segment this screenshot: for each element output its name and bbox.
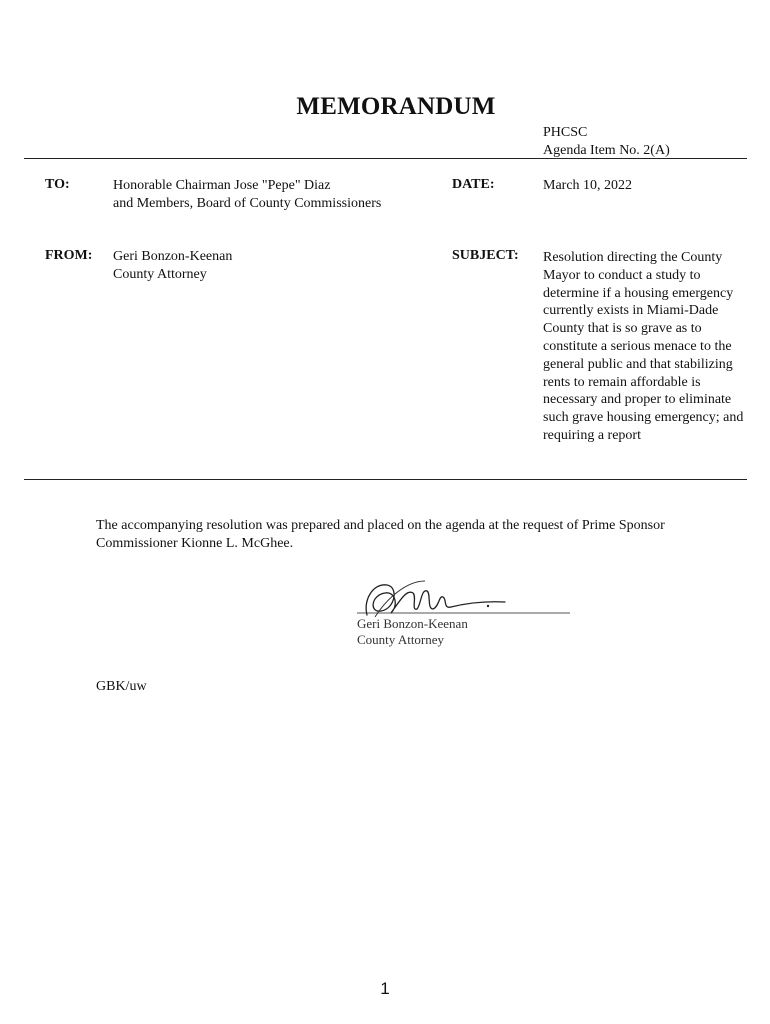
to-line-2: and Members, Board of County Commissioners: [113, 196, 382, 211]
signer-block: [357, 616, 468, 648]
agenda-block: [543, 124, 670, 160]
date-label: DATE:: [452, 177, 495, 192]
memo-title: MEMORANDUM: [296, 93, 496, 120]
page-number: 1: [380, 979, 390, 998]
bottom-divider: [24, 479, 747, 480]
to-label: TO:: [45, 177, 70, 192]
from-label: FROM:: [45, 248, 93, 263]
agenda-item-number: Agenda Item No. 2(A): [543, 143, 670, 158]
subject-label: SUBJECT:: [452, 248, 519, 263]
from-sender: [113, 248, 232, 284]
committee-code: PHCSC: [543, 125, 588, 140]
subject-value: Resolution directing the County Mayor to conduct a study to determine if a housing emergency currently exists in Miami-Dade County that is so grave as to constitute a serious menace to the general public and that stabilizing rents to remain affordable is necessary and proper to eliminate such grave housing emergency; and requiring a report: [543, 250, 744, 443]
date-value: March 10, 2022: [543, 178, 633, 193]
from-line-2: County Attorney: [113, 267, 207, 282]
to-recipient: [113, 177, 381, 213]
body-paragraph: The accompanying resolution was prepared and placed on the agenda at the request of Prime Sponsor Commissioner Kionne L. McGhee.: [96, 518, 665, 551]
top-divider: [24, 158, 747, 159]
to-line-1: Honorable Chairman Jose "Pepe" Diaz: [113, 178, 331, 193]
from-line-1: Geri Bonzon-Keenan: [113, 249, 233, 264]
signer-name: Geri Bonzon-Keenan: [357, 616, 468, 631]
signer-title: County Attorney: [357, 632, 445, 647]
typist-initials: GBK/uw: [96, 679, 147, 694]
